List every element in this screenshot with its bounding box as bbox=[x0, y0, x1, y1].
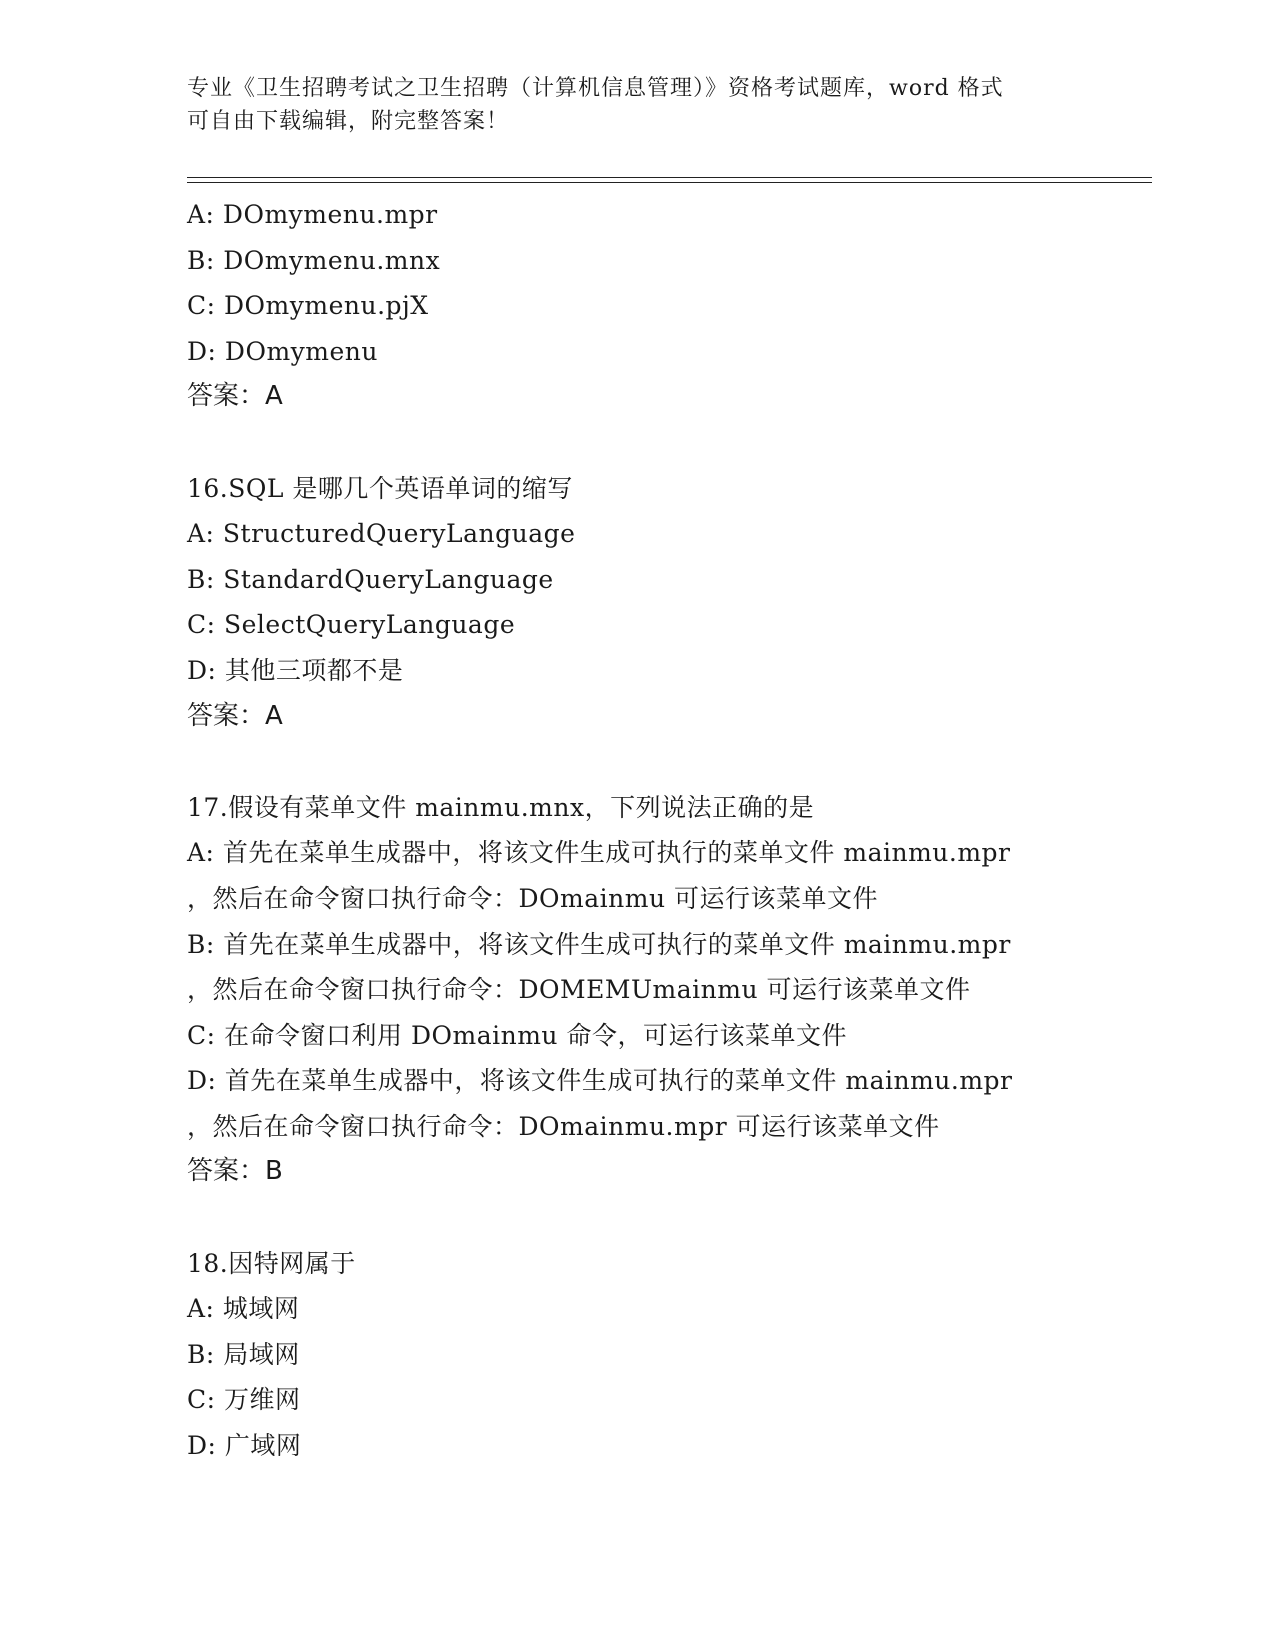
option-a-line-2: ，然后在命令窗口执行命令：DOmainmu 可运行该菜单文件 bbox=[187, 883, 879, 913]
option-d-line-2: ，然后在命令窗口执行命令：DOmainmu.mpr 可运行该菜单文件 bbox=[187, 1111, 940, 1141]
header-line-1: 专业《卫生招聘考试之卫生招聘（计算机信息管理）》资格考试题库，word 格式 bbox=[187, 76, 1004, 101]
header-divider-top bbox=[187, 177, 1152, 178]
question-17 bbox=[187, 785, 1167, 1195]
option-b: B: DOmymenu.mnx bbox=[187, 245, 441, 275]
option-a: A: 城域网 bbox=[187, 1294, 300, 1324]
header-line-2: 可自由下载编辑，附完整答案！ bbox=[187, 109, 510, 134]
question-16 bbox=[187, 466, 1167, 740]
option-a: A: DOmymenu.mpr bbox=[187, 200, 438, 229]
question-list bbox=[187, 192, 1167, 1469]
option-b: B: StandardQueryLanguage bbox=[187, 564, 554, 594]
question-stem: 17.假设有菜单文件 mainmu.mnx，下列说法正确的是 bbox=[187, 792, 815, 822]
option-b: B: 局域网 bbox=[187, 1339, 300, 1369]
option-d: D: 广域网 bbox=[187, 1431, 302, 1461]
option-c: C: 在命令窗口利用 DOmainmu 命令，可运行该菜单文件 bbox=[187, 1020, 847, 1050]
option-c: C: DOmymenu.pjX bbox=[187, 291, 429, 321]
option-c: C: 万维网 bbox=[187, 1385, 301, 1415]
option-a: A: StructuredQueryLanguage bbox=[187, 519, 576, 549]
question-18 bbox=[187, 1241, 1167, 1469]
question-15 bbox=[187, 192, 1167, 420]
option-a-line-1: A: 首先在菜单生成器中，将该文件生成可执行的菜单文件 mainmu.mpr bbox=[187, 838, 1011, 868]
answer: 答案：A bbox=[187, 381, 283, 412]
question-stem: 16.SQL 是哪几个英语单词的缩写 bbox=[187, 473, 573, 503]
document-header bbox=[187, 72, 1087, 138]
option-d: D: 其他三项都不是 bbox=[187, 655, 404, 685]
option-b-line-2: ，然后在命令窗口执行命令：DOMEMUmainmu 可运行该菜单文件 bbox=[187, 975, 971, 1005]
answer: 答案：B bbox=[187, 1156, 283, 1187]
option-d-line-1: D: 首先在菜单生成器中，将该文件生成可执行的菜单文件 mainmu.mpr bbox=[187, 1066, 1013, 1096]
option-c: C: SelectQueryLanguage bbox=[187, 610, 516, 640]
question-stem: 18.因特网属于 bbox=[187, 1248, 356, 1278]
option-b-line-1: B: 首先在菜单生成器中，将该文件生成可执行的菜单文件 mainmu.mpr bbox=[187, 929, 1011, 959]
header-divider-bottom bbox=[187, 182, 1152, 183]
option-d: D: DOmymenu bbox=[187, 336, 378, 366]
answer: 答案：A bbox=[187, 700, 283, 731]
